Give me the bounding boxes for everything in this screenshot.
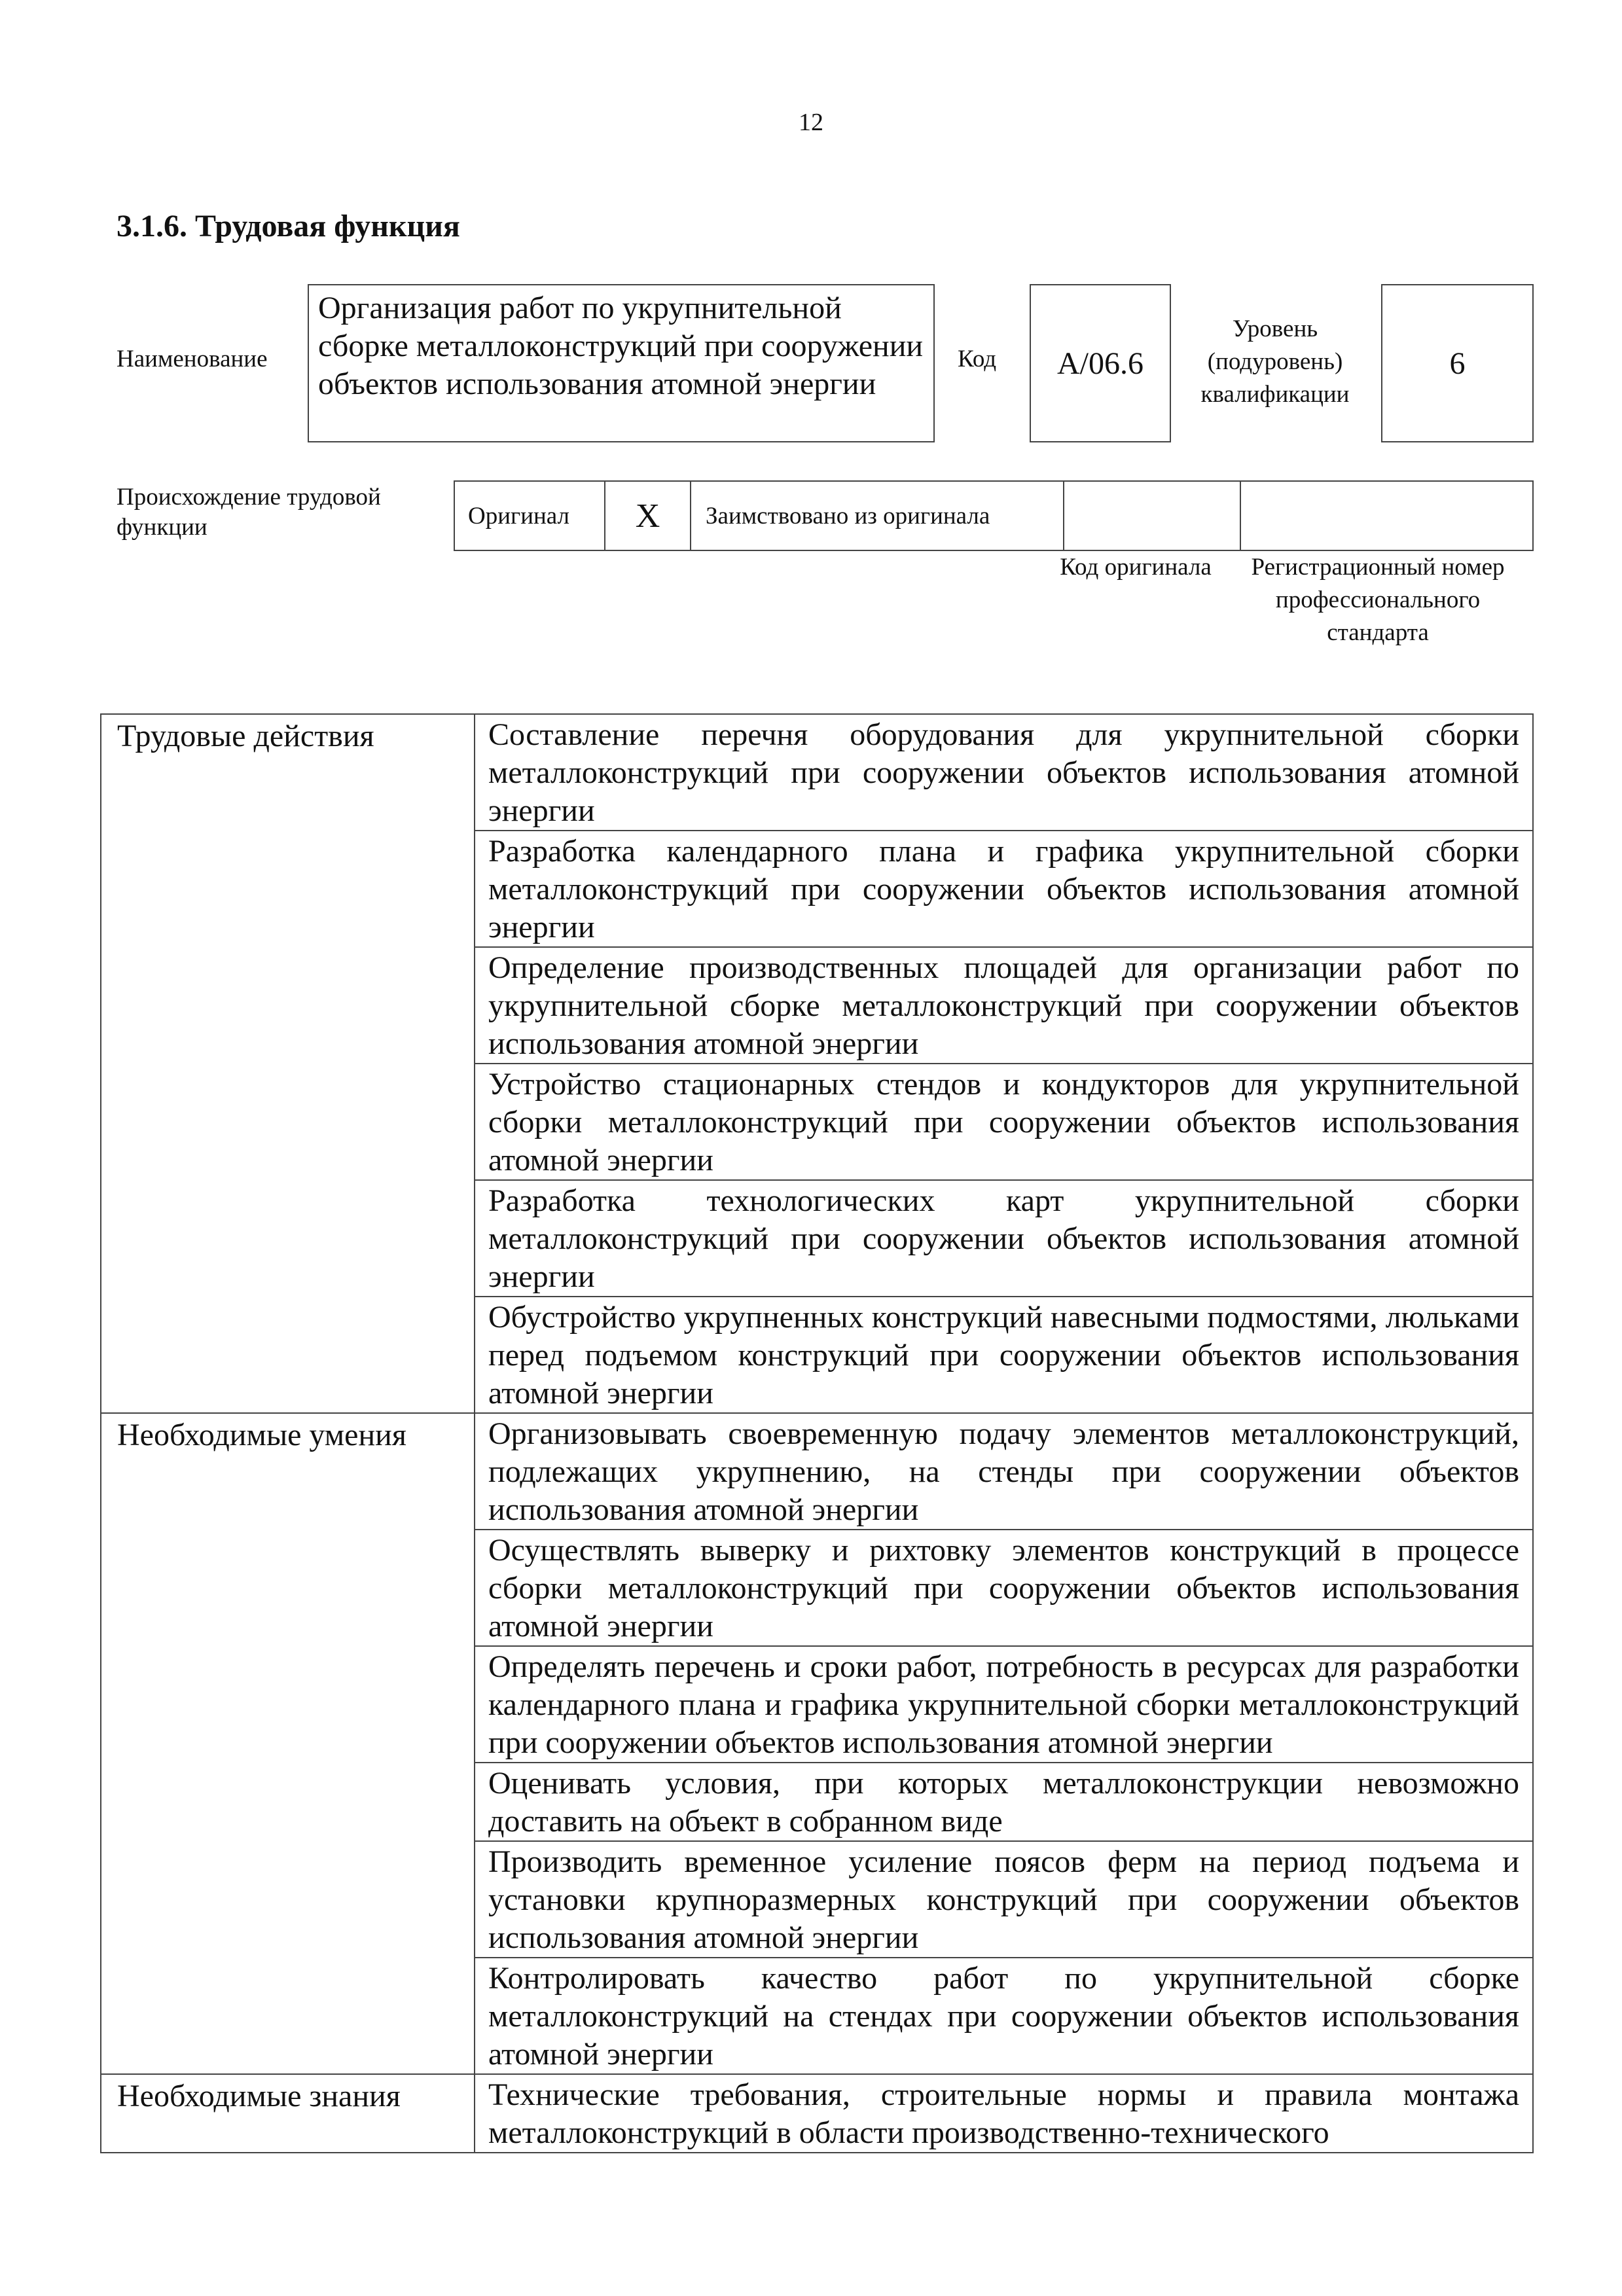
table-row [101, 1413, 1533, 1530]
section-item: Производить временное усиление поясов ферм на период подъема и установки крупноразмерных конструкций при сооружении объектов использования атомной энергии [475, 1841, 1533, 1958]
table-row [101, 714, 1533, 831]
origin-mark: X [605, 482, 691, 550]
function-table [100, 713, 1534, 2153]
page-number: 12 [799, 109, 823, 136]
section-title: Трудовые действия [101, 714, 475, 1413]
level-value [1381, 284, 1534, 442]
section-item: Устройство стационарных стендов и кондукторов для укрупнительной сборки металлоконструкций при сооружении объектов использования атомной энергии [475, 1064, 1533, 1180]
origin-code-caption: Код оригинала [1060, 554, 1212, 581]
table-row [101, 2074, 1533, 2153]
level-value-text: 6 [1449, 346, 1466, 381]
code-value-text: A/06.6 [1057, 346, 1144, 381]
origin-original: Оригинал [455, 482, 605, 550]
code-value [1030, 284, 1171, 442]
section-item: Составление перечня оборудования для укрупнительной сборки металлоконструкций при сооружении объектов использования атомной энергии [475, 714, 1533, 831]
section-item-text: Технические требования, строительные нормы и правила монтажа металлоконструкций в области производственно-технического [488, 2077, 1519, 2150]
code-label: Код [958, 346, 997, 372]
section-item [475, 2074, 1533, 2153]
section-item: Обустройство укрупненных конструкций навесными подмостями, люльками перед подъемом конструкций при сооружении объектов использования атомной энергии [475, 1297, 1533, 1413]
origin-row [454, 480, 1534, 551]
origin-code-cell [1064, 482, 1241, 550]
section-title: Необходимые умения [101, 1413, 475, 2074]
section-item: Организовывать своевременную подачу элементов металлоконструкций, подлежащих укрупнению, на стенды при сооружении объектов использования атомной энергии [475, 1413, 1533, 1530]
section-heading: 3.1.6. Трудовая функция [117, 209, 460, 243]
section-item: Разработка календарного плана и графика укрупнительной сборки металлоконструкций при сооружении объектов использования атомной энергии [475, 831, 1533, 947]
section-item: Определять перечень и сроки работ, потребность в ресурсах для разработки календарного плана и графика укрупнительной сборки металлоконструкций при сооружении объектов использования атомной энергии [475, 1646, 1533, 1763]
section-item: Контролировать качество работ по укрупнительной сборке металлоконструкций на стендах при сооружении объектов использования атомной энергии [475, 1958, 1533, 2074]
section-item: Оценивать условия, при которых металлоконструкции невозможно доставить на объект в собранном виде [475, 1763, 1533, 1841]
name-value: Организация работ по укрупнительной сборке металлоконструкций при сооружении объектов использования атомной энергии [308, 284, 935, 442]
origin-label: Происхождение трудовой функции [117, 484, 381, 541]
origin-reg-caption: Регистрационный номер профессионального стандарта [1251, 554, 1505, 646]
name-label: Наименование [117, 346, 268, 372]
origin-reg-cell [1241, 482, 1532, 550]
section-item: Осуществлять выверку и рихтовку элементов конструкций в процессе сборки металлоконструкций при сооружении объектов использования атомной энергии [475, 1530, 1533, 1646]
section-item: Разработка технологических карт укрупнительной сборки металлоконструкций при сооружении объектов использования атомной энергии [475, 1180, 1533, 1297]
section-item: Определение производственных площадей для организации работ по укрупнительной сборке металлоконструкций при сооружении объектов использования атомной энергии [475, 947, 1533, 1064]
origin-borrowed: Заимствовано из оригинала [691, 482, 1064, 550]
section-title: Необходимые знания [101, 2074, 475, 2153]
level-label: Уровень (подуровень) квалификации [1200, 315, 1350, 408]
